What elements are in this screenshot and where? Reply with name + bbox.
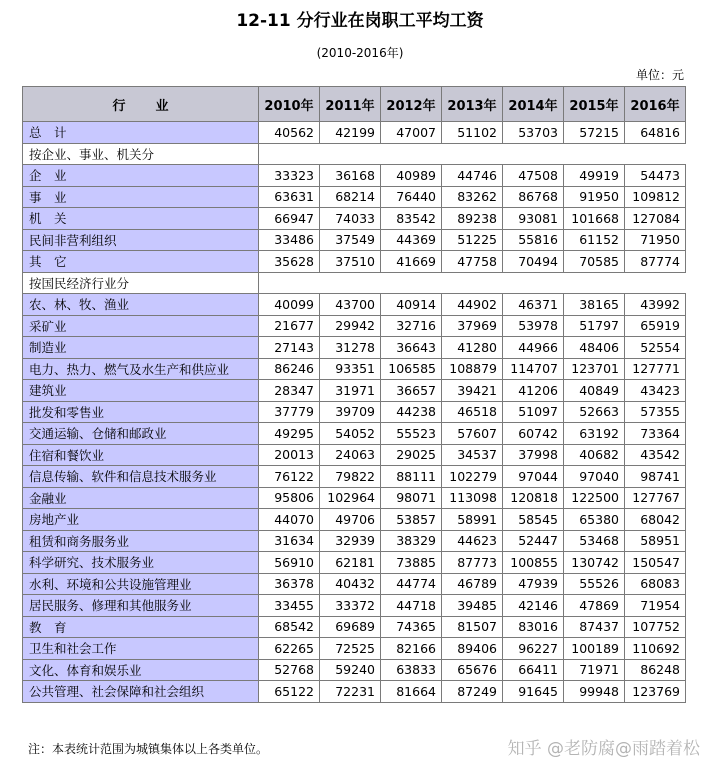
value-cell: 86246	[259, 358, 320, 380]
row-label: 农、林、牧、渔业	[23, 294, 259, 316]
header-year: 2010年	[259, 87, 320, 122]
value-cell: 51797	[564, 315, 625, 337]
value-cell: 83016	[503, 616, 564, 638]
row-label: 教 育	[23, 616, 259, 638]
value-cell: 32939	[320, 530, 381, 552]
table-row	[23, 616, 686, 638]
value-cell: 44369	[381, 229, 442, 251]
value-cell: 150547	[625, 552, 686, 574]
value-cell: 65380	[564, 509, 625, 531]
table-row	[23, 380, 686, 402]
value-cell: 46789	[442, 573, 503, 595]
value-cell: 42146	[503, 595, 564, 617]
row-label: 电力、热力、燃气及水生产和供应业	[23, 358, 259, 380]
value-cell: 65919	[625, 315, 686, 337]
value-cell: 24063	[320, 444, 381, 466]
value-cell: 39485	[442, 595, 503, 617]
value-cell: 87437	[564, 616, 625, 638]
value-cell: 99948	[564, 681, 625, 703]
value-cell: 58545	[503, 509, 564, 531]
row-label: 民间非营利组织	[23, 229, 259, 251]
value-cell: 51102	[442, 122, 503, 144]
value-cell: 53703	[503, 122, 564, 144]
row-label: 住宿和餐饮业	[23, 444, 259, 466]
value-cell: 98741	[625, 466, 686, 488]
table-row	[23, 681, 686, 703]
value-cell: 55523	[381, 423, 442, 445]
value-cell: 36168	[320, 165, 381, 187]
value-cell: 44746	[442, 165, 503, 187]
table-row	[23, 659, 686, 681]
value-cell: 54052	[320, 423, 381, 445]
value-cell: 63631	[259, 186, 320, 208]
value-cell: 40099	[259, 294, 320, 316]
value-cell: 114707	[503, 358, 564, 380]
table-row	[23, 466, 686, 488]
value-cell: 65676	[442, 659, 503, 681]
value-cell: 47869	[564, 595, 625, 617]
value-cell: 81507	[442, 616, 503, 638]
value-cell: 97044	[503, 466, 564, 488]
table-row	[23, 487, 686, 509]
table-row	[23, 229, 686, 251]
value-cell: 120818	[503, 487, 564, 509]
value-cell: 47758	[442, 251, 503, 273]
table-row	[23, 530, 686, 552]
value-cell: 61152	[564, 229, 625, 251]
value-cell: 96227	[503, 638, 564, 660]
value-cell: 55526	[564, 573, 625, 595]
value-cell: 34537	[442, 444, 503, 466]
table-title: 12-11 分行业在岗职工平均工资	[236, 11, 484, 31]
value-cell: 44238	[381, 401, 442, 423]
value-cell: 65122	[259, 681, 320, 703]
table-row	[23, 423, 686, 445]
value-cell: 33372	[320, 595, 381, 617]
value-cell: 41669	[381, 251, 442, 273]
value-cell: 74033	[320, 208, 381, 230]
table-row	[23, 315, 686, 337]
value-cell: 68214	[320, 186, 381, 208]
value-cell: 39709	[320, 401, 381, 423]
row-label: 制造业	[23, 337, 259, 359]
value-cell: 68042	[625, 509, 686, 531]
section-row	[23, 272, 686, 294]
value-cell: 98071	[381, 487, 442, 509]
value-cell: 69689	[320, 616, 381, 638]
value-cell: 46371	[503, 294, 564, 316]
footnote: 注：本表统计范围为城镇集体以上各类单位。	[28, 742, 269, 756]
table-row	[23, 573, 686, 595]
header-year: 2011年	[320, 87, 381, 122]
value-cell: 47007	[381, 122, 442, 144]
value-cell: 51225	[442, 229, 503, 251]
value-cell: 49706	[320, 509, 381, 531]
row-label: 交通运输、仓储和邮政业	[23, 423, 259, 445]
row-label: 公共管理、社会保障和社会组织	[23, 681, 259, 703]
value-cell: 37549	[320, 229, 381, 251]
value-cell: 66947	[259, 208, 320, 230]
header-year: 2016年	[625, 87, 686, 122]
value-cell: 83542	[381, 208, 442, 230]
value-cell: 68083	[625, 573, 686, 595]
value-cell: 79822	[320, 466, 381, 488]
value-cell: 51097	[503, 401, 564, 423]
watermark: 知乎 @老防腐@雨踏着松	[507, 739, 700, 759]
value-cell: 41280	[442, 337, 503, 359]
value-cell: 88111	[381, 466, 442, 488]
section-row	[23, 143, 686, 165]
value-cell: 44774	[381, 573, 442, 595]
value-cell: 62265	[259, 638, 320, 660]
unit-label: 单位：元	[635, 68, 684, 82]
value-cell: 109812	[625, 186, 686, 208]
value-cell: 57355	[625, 401, 686, 423]
value-cell: 87249	[442, 681, 503, 703]
value-cell: 56910	[259, 552, 320, 574]
value-cell: 37779	[259, 401, 320, 423]
header-row	[23, 87, 686, 122]
value-cell: 58991	[442, 509, 503, 531]
table-row	[23, 509, 686, 531]
value-cell: 40562	[259, 122, 320, 144]
row-label: 建筑业	[23, 380, 259, 402]
value-cell: 57607	[442, 423, 503, 445]
value-cell: 20013	[259, 444, 320, 466]
table-row	[23, 337, 686, 359]
value-cell: 37510	[320, 251, 381, 273]
value-cell: 108879	[442, 358, 503, 380]
value-cell: 47939	[503, 573, 564, 595]
value-cell: 83262	[442, 186, 503, 208]
value-cell: 52663	[564, 401, 625, 423]
value-cell: 89238	[442, 208, 503, 230]
blank-cell	[259, 143, 686, 165]
value-cell: 123701	[564, 358, 625, 380]
value-cell: 44902	[442, 294, 503, 316]
value-cell: 127084	[625, 208, 686, 230]
value-cell: 64816	[625, 122, 686, 144]
table-row	[23, 401, 686, 423]
value-cell: 91950	[564, 186, 625, 208]
value-cell: 40914	[381, 294, 442, 316]
value-cell: 21677	[259, 315, 320, 337]
value-cell: 106585	[381, 358, 442, 380]
value-cell: 97040	[564, 466, 625, 488]
row-label: 企 业	[23, 165, 259, 187]
row-label: 科学研究、技术服务业	[23, 552, 259, 574]
value-cell: 38165	[564, 294, 625, 316]
value-cell: 52554	[625, 337, 686, 359]
value-cell: 33455	[259, 595, 320, 617]
value-cell: 49295	[259, 423, 320, 445]
value-cell: 48406	[564, 337, 625, 359]
value-cell: 53468	[564, 530, 625, 552]
value-cell: 42199	[320, 122, 381, 144]
value-cell: 40849	[564, 380, 625, 402]
value-cell: 71971	[564, 659, 625, 681]
value-cell: 46518	[442, 401, 503, 423]
value-cell: 101668	[564, 208, 625, 230]
table-row	[23, 122, 686, 144]
table-row	[23, 165, 686, 187]
value-cell: 40989	[381, 165, 442, 187]
value-cell: 89406	[442, 638, 503, 660]
value-cell: 31971	[320, 380, 381, 402]
value-cell: 39421	[442, 380, 503, 402]
header-year: 2015年	[564, 87, 625, 122]
value-cell: 87773	[442, 552, 503, 574]
header-year: 2013年	[442, 87, 503, 122]
value-cell: 58951	[625, 530, 686, 552]
value-cell: 123769	[625, 681, 686, 703]
row-label: 信息传输、软件和信息技术服务业	[23, 466, 259, 488]
value-cell: 73364	[625, 423, 686, 445]
value-cell: 44718	[381, 595, 442, 617]
row-label: 房地产业	[23, 509, 259, 531]
value-cell: 81664	[381, 681, 442, 703]
value-cell: 113098	[442, 487, 503, 509]
row-label: 总 计	[23, 122, 259, 144]
value-cell: 70585	[564, 251, 625, 273]
value-cell: 72231	[320, 681, 381, 703]
table-row	[23, 294, 686, 316]
value-cell: 86768	[503, 186, 564, 208]
value-cell: 52447	[503, 530, 564, 552]
value-cell: 28347	[259, 380, 320, 402]
table-row	[23, 552, 686, 574]
table-row	[23, 208, 686, 230]
value-cell: 43542	[625, 444, 686, 466]
value-cell: 47508	[503, 165, 564, 187]
value-cell: 68542	[259, 616, 320, 638]
row-label: 采矿业	[23, 315, 259, 337]
value-cell: 72525	[320, 638, 381, 660]
value-cell: 76440	[381, 186, 442, 208]
value-cell: 73885	[381, 552, 442, 574]
value-cell: 32716	[381, 315, 442, 337]
value-cell: 57215	[564, 122, 625, 144]
header-year: 2014年	[503, 87, 564, 122]
value-cell: 70494	[503, 251, 564, 273]
table-row	[23, 251, 686, 273]
value-cell: 38329	[381, 530, 442, 552]
row-label: 事 业	[23, 186, 259, 208]
value-cell: 52768	[259, 659, 320, 681]
blank-cell	[259, 272, 686, 294]
value-cell: 102964	[320, 487, 381, 509]
value-cell: 44070	[259, 509, 320, 531]
value-cell: 95806	[259, 487, 320, 509]
value-cell: 127771	[625, 358, 686, 380]
value-cell: 54473	[625, 165, 686, 187]
value-cell: 71950	[625, 229, 686, 251]
value-cell: 93081	[503, 208, 564, 230]
row-label: 租赁和商务服务业	[23, 530, 259, 552]
value-cell: 82166	[381, 638, 442, 660]
table-subtitle: (2010-2016年)	[316, 46, 404, 60]
value-cell: 33323	[259, 165, 320, 187]
value-cell: 53857	[381, 509, 442, 531]
value-cell: 71954	[625, 595, 686, 617]
header-industry: 行业	[23, 87, 259, 122]
value-cell: 63192	[564, 423, 625, 445]
value-cell: 55816	[503, 229, 564, 251]
section-label: 按企业、事业、机关分	[23, 143, 259, 165]
value-cell: 44966	[503, 337, 564, 359]
value-cell: 74365	[381, 616, 442, 638]
value-cell: 102279	[442, 466, 503, 488]
table-row	[23, 358, 686, 380]
value-cell: 86248	[625, 659, 686, 681]
value-cell: 40432	[320, 573, 381, 595]
value-cell: 43423	[625, 380, 686, 402]
value-cell: 31278	[320, 337, 381, 359]
value-cell: 100189	[564, 638, 625, 660]
value-cell: 37969	[442, 315, 503, 337]
value-cell: 41206	[503, 380, 564, 402]
row-label: 居民服务、修理和其他服务业	[23, 595, 259, 617]
value-cell: 93351	[320, 358, 381, 380]
value-cell: 33486	[259, 229, 320, 251]
row-label: 机 关	[23, 208, 259, 230]
value-cell: 122500	[564, 487, 625, 509]
header-year: 2012年	[381, 87, 442, 122]
row-label: 文化、体育和娱乐业	[23, 659, 259, 681]
table-row	[23, 638, 686, 660]
value-cell: 27143	[259, 337, 320, 359]
value-cell: 29942	[320, 315, 381, 337]
value-cell: 36657	[381, 380, 442, 402]
value-cell: 110692	[625, 638, 686, 660]
value-cell: 37998	[503, 444, 564, 466]
value-cell: 60742	[503, 423, 564, 445]
value-cell: 36378	[259, 573, 320, 595]
value-cell: 31634	[259, 530, 320, 552]
value-cell: 36643	[381, 337, 442, 359]
table-row	[23, 186, 686, 208]
value-cell: 43700	[320, 294, 381, 316]
value-cell: 49919	[564, 165, 625, 187]
row-label: 其 它	[23, 251, 259, 273]
value-cell: 130742	[564, 552, 625, 574]
value-cell: 29025	[381, 444, 442, 466]
value-cell: 87774	[625, 251, 686, 273]
value-cell: 107752	[625, 616, 686, 638]
row-label: 水利、环境和公共设施管理业	[23, 573, 259, 595]
value-cell: 127767	[625, 487, 686, 509]
value-cell: 76122	[259, 466, 320, 488]
table-body	[23, 122, 686, 703]
table-row	[23, 444, 686, 466]
wage-table	[22, 86, 686, 703]
value-cell: 63833	[381, 659, 442, 681]
row-label: 批发和零售业	[23, 401, 259, 423]
row-label: 金融业	[23, 487, 259, 509]
value-cell: 62181	[320, 552, 381, 574]
value-cell: 35628	[259, 251, 320, 273]
value-cell: 43992	[625, 294, 686, 316]
value-cell: 100855	[503, 552, 564, 574]
value-cell: 91645	[503, 681, 564, 703]
value-cell: 66411	[503, 659, 564, 681]
row-label: 卫生和社会工作	[23, 638, 259, 660]
value-cell: 53978	[503, 315, 564, 337]
value-cell: 40682	[564, 444, 625, 466]
section-label: 按国民经济行业分	[23, 272, 259, 294]
value-cell: 44623	[442, 530, 503, 552]
value-cell: 59240	[320, 659, 381, 681]
table-row	[23, 595, 686, 617]
